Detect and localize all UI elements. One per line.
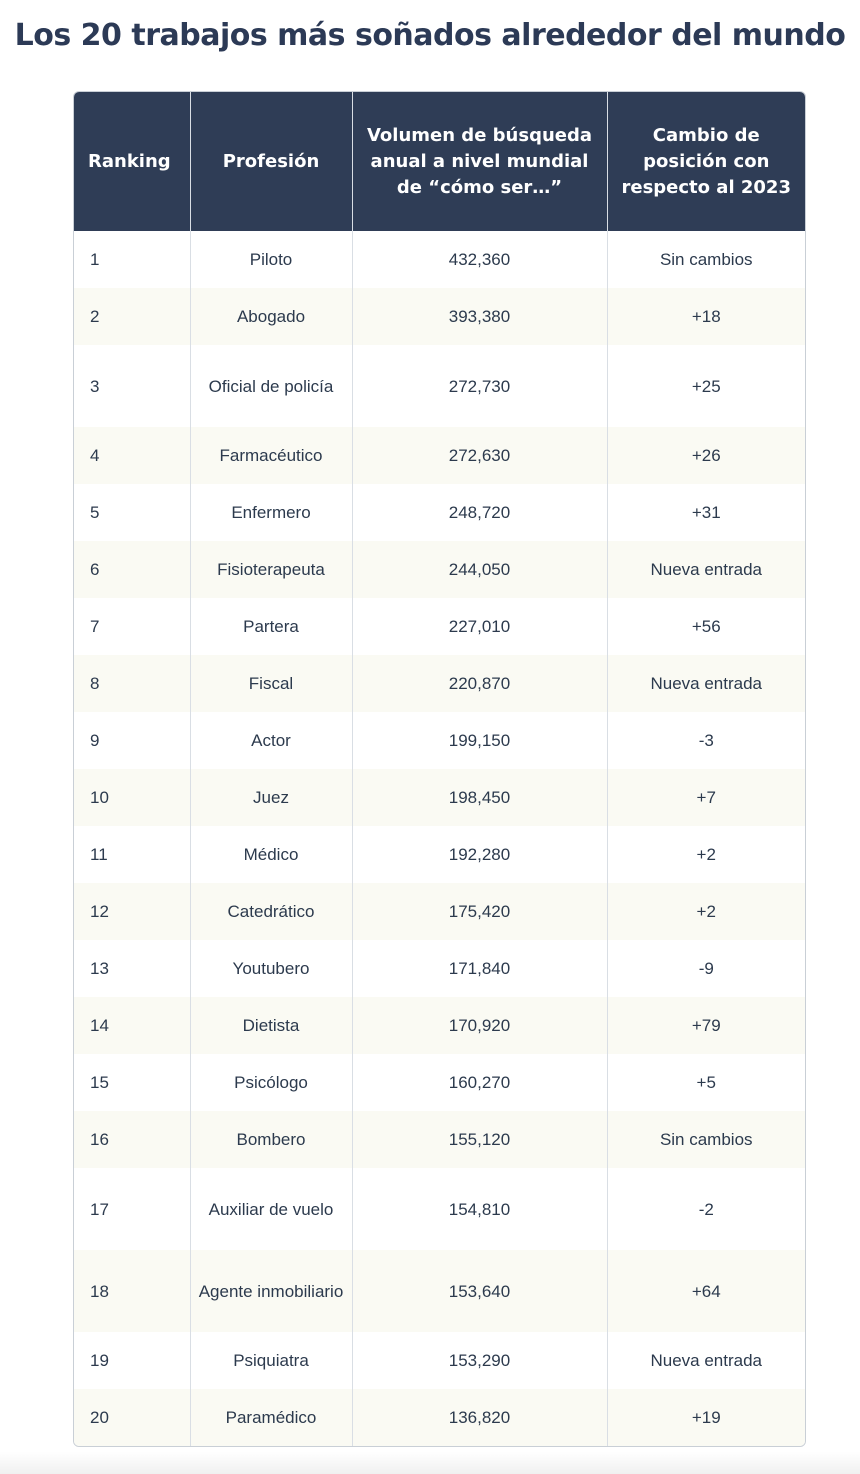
cell-position-change: Nueva entrada	[607, 655, 805, 712]
cell-profession: Fisioterapeuta	[190, 541, 352, 598]
table-row	[74, 997, 805, 1054]
cell-ranking: 18	[74, 1250, 190, 1332]
cell-position-change: +18	[607, 288, 805, 345]
cell-ranking: 5	[74, 484, 190, 541]
cell-position-change: +56	[607, 598, 805, 655]
table-row	[74, 1111, 805, 1168]
table-row	[74, 288, 805, 345]
cell-search-volume: 175,420	[352, 883, 607, 940]
cell-search-volume: 153,290	[352, 1332, 607, 1389]
cell-ranking: 14	[74, 997, 190, 1054]
cell-position-change: +2	[607, 826, 805, 883]
cell-ranking: 20	[74, 1389, 190, 1446]
cell-search-volume: 136,820	[352, 1389, 607, 1446]
cell-search-volume: 155,120	[352, 1111, 607, 1168]
cell-profession: Piloto	[190, 231, 352, 288]
cell-profession: Catedrático	[190, 883, 352, 940]
cell-ranking: 10	[74, 769, 190, 826]
cell-position-change: Sin cambios	[607, 1111, 805, 1168]
cell-profession: Agente inmobiliario	[190, 1250, 352, 1332]
cell-search-volume: 432,360	[352, 231, 607, 288]
table-row	[74, 655, 805, 712]
cell-search-volume: 244,050	[352, 541, 607, 598]
cell-profession: Bombero	[190, 1111, 352, 1168]
table-row	[74, 826, 805, 883]
page-title: Los 20 trabajos más soñados alrededor del mundo	[14, 18, 846, 53]
cell-position-change: +31	[607, 484, 805, 541]
table-header	[74, 92, 805, 231]
cell-search-volume: 198,450	[352, 769, 607, 826]
cell-search-volume: 272,730	[352, 345, 607, 427]
cell-search-volume: 220,870	[352, 655, 607, 712]
cell-search-volume: 154,810	[352, 1168, 607, 1250]
cell-profession: Partera	[190, 598, 352, 655]
table-row	[74, 712, 805, 769]
cell-search-volume: 248,720	[352, 484, 607, 541]
table-row	[74, 484, 805, 541]
cell-search-volume: 153,640	[352, 1250, 607, 1332]
table-row	[74, 231, 805, 288]
cell-profession: Dietista	[190, 997, 352, 1054]
cell-profession: Farmacéutico	[190, 427, 352, 484]
cell-ranking: 7	[74, 598, 190, 655]
cell-search-volume: 160,270	[352, 1054, 607, 1111]
cell-position-change: +7	[607, 769, 805, 826]
table-body	[74, 231, 805, 1446]
cell-search-volume: 199,150	[352, 712, 607, 769]
table-row	[74, 1168, 805, 1250]
cell-search-volume: 272,630	[352, 427, 607, 484]
cell-search-volume: 192,280	[352, 826, 607, 883]
header-row	[74, 92, 805, 231]
cell-position-change: +26	[607, 427, 805, 484]
cell-profession: Oficial de policía	[190, 345, 352, 427]
cell-profession: Psicólogo	[190, 1054, 352, 1111]
cell-position-change: +64	[607, 1250, 805, 1332]
cell-position-change: -2	[607, 1168, 805, 1250]
cell-search-volume: 170,920	[352, 997, 607, 1054]
table-row	[74, 541, 805, 598]
table-row	[74, 769, 805, 826]
table-row	[74, 1332, 805, 1389]
table-row	[74, 345, 805, 427]
table-row	[74, 598, 805, 655]
ranking-table	[74, 92, 805, 1446]
cell-position-change: Nueva entrada	[607, 541, 805, 598]
cell-position-change: +5	[607, 1054, 805, 1111]
cell-ranking: 17	[74, 1168, 190, 1250]
header-search-volume: Volumen de búsqueda anual a nivel mundial de “cómo ser…”	[352, 92, 607, 231]
cell-profession: Enfermero	[190, 484, 352, 541]
cell-profession: Juez	[190, 769, 352, 826]
cell-ranking: 19	[74, 1332, 190, 1389]
table-row	[74, 1054, 805, 1111]
cell-ranking: 13	[74, 940, 190, 997]
header-position-change: Cambio de posición con respecto al 2023	[607, 92, 805, 231]
cell-ranking: 1	[74, 231, 190, 288]
cell-ranking: 6	[74, 541, 190, 598]
cell-ranking: 8	[74, 655, 190, 712]
header-profession: Profesión	[190, 92, 352, 231]
cell-profession: Actor	[190, 712, 352, 769]
cell-profession: Fiscal	[190, 655, 352, 712]
header-ranking: Ranking	[74, 92, 190, 231]
bottom-fade	[0, 1452, 860, 1474]
cell-ranking: 16	[74, 1111, 190, 1168]
cell-search-volume: 227,010	[352, 598, 607, 655]
cell-profession: Abogado	[190, 288, 352, 345]
table-row	[74, 883, 805, 940]
cell-position-change: +19	[607, 1389, 805, 1446]
ranking-table-container	[73, 91, 806, 1447]
cell-position-change: -9	[607, 940, 805, 997]
cell-position-change: -3	[607, 712, 805, 769]
cell-profession: Auxiliar de vuelo	[190, 1168, 352, 1250]
cell-position-change: +79	[607, 997, 805, 1054]
cell-position-change: +2	[607, 883, 805, 940]
cell-position-change: +25	[607, 345, 805, 427]
cell-ranking: 4	[74, 427, 190, 484]
cell-ranking: 9	[74, 712, 190, 769]
cell-profession: Médico	[190, 826, 352, 883]
cell-search-volume: 393,380	[352, 288, 607, 345]
cell-search-volume: 171,840	[352, 940, 607, 997]
cell-ranking: 2	[74, 288, 190, 345]
cell-profession: Paramédico	[190, 1389, 352, 1446]
cell-ranking: 11	[74, 826, 190, 883]
cell-ranking: 15	[74, 1054, 190, 1111]
table-row	[74, 1389, 805, 1446]
cell-ranking: 3	[74, 345, 190, 427]
table-row	[74, 1250, 805, 1332]
table-row	[74, 427, 805, 484]
cell-position-change: Nueva entrada	[607, 1332, 805, 1389]
cell-profession: Psiquiatra	[190, 1332, 352, 1389]
cell-ranking: 12	[74, 883, 190, 940]
table-row	[74, 940, 805, 997]
cell-position-change: Sin cambios	[607, 231, 805, 288]
cell-profession: Youtubero	[190, 940, 352, 997]
